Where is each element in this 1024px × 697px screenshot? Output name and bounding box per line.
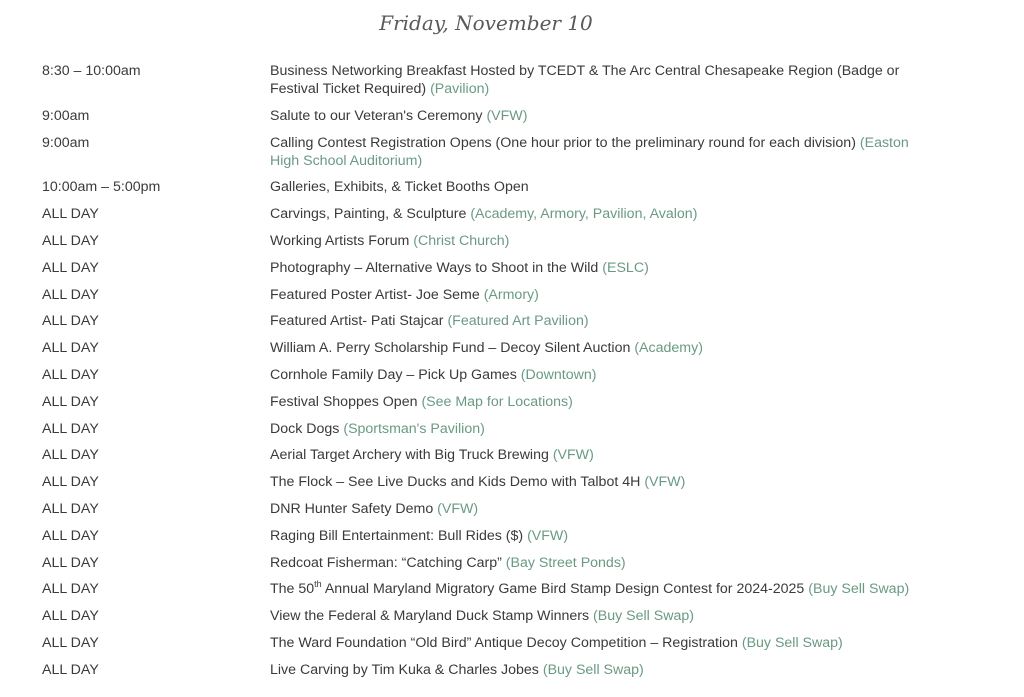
event-title: Annual Maryland Migratory Game Bird Stamp Design Contest for 2024-2025 — [321, 581, 805, 598]
schedule-row — [42, 205, 942, 223]
schedule-row — [42, 366, 942, 384]
event-title: Business Networking Breakfast Hosted by TCEDT & The Arc Central Chesapeake Region (Badge or Festival Ticket Required) — [270, 63, 900, 97]
event-time: ALL DAY — [42, 259, 99, 276]
schedule-row — [42, 607, 942, 625]
event-title: The Ward Foundation “Old Bird” Antique Decoy Competition – Registration — [270, 634, 738, 651]
event-title: View the Federal & Maryland Duck Stamp Winners — [270, 608, 590, 625]
event-location: (Featured Art Pavilion) — [447, 313, 589, 330]
event-location: (Academy, Armory, Pavilion, Avalon) — [470, 206, 698, 223]
event-time: ALL DAY — [42, 340, 99, 357]
event-location: (Buy Sell Swap) — [808, 581, 910, 598]
event-title: Calling Contest Registration Opens (One hour prior to the preliminary round for each division) — [270, 134, 856, 151]
schedule-row — [42, 446, 942, 464]
event-title: Featured Artist- Pati Stajcar — [270, 313, 444, 330]
schedule-row — [42, 107, 942, 125]
event-title: Raging Bill Entertainment: Bull Rides ($) — [270, 527, 524, 544]
event-time: ALL DAY — [42, 366, 99, 383]
event-location: (Sportsman's Pavilion) — [343, 420, 485, 437]
schedule-row — [42, 420, 942, 438]
schedule-row — [42, 393, 942, 411]
schedule-row — [42, 339, 942, 357]
event-description — [270, 286, 938, 304]
event-title: DNR Hunter Safety Demo — [270, 500, 434, 517]
event-title: Working Artists Forum — [270, 232, 410, 249]
event-title: Cornhole Family Day – Pick Up Games — [270, 366, 517, 383]
event-description — [270, 178, 938, 196]
event-location: (Downtown) — [520, 366, 597, 383]
event-title: Live Carving by Tim Kuka & Charles Jobes — [270, 661, 539, 678]
schedule-row — [42, 554, 942, 572]
event-time: ALL DAY — [42, 581, 99, 598]
event-time: 9:00am — [42, 107, 90, 124]
event-title: The Flock – See Live Ducks and Kids Demo with Talbot 4H — [270, 474, 641, 491]
event-title: Aerial Target Archery with Big Truck Brewing — [270, 447, 549, 464]
event-title: Carvings, Painting, & Sculpture — [270, 206, 467, 223]
event-description — [270, 580, 938, 598]
event-time: ALL DAY — [42, 554, 99, 571]
schedule-row — [42, 178, 942, 196]
schedule-list — [42, 62, 942, 688]
event-description — [270, 134, 938, 170]
schedule-row — [42, 286, 942, 304]
schedule-row — [42, 634, 942, 652]
event-location: (Easton High School Auditorium) — [270, 134, 909, 169]
event-location: (VFW) — [437, 500, 479, 517]
event-location: (Buy Sell Swap) — [593, 608, 694, 625]
schedule-row — [42, 62, 942, 98]
event-description — [270, 232, 938, 250]
event-description — [270, 607, 938, 625]
event-location: (Pavilion) — [430, 81, 490, 97]
schedule-row — [42, 500, 942, 518]
event-description — [270, 500, 938, 518]
event-time: ALL DAY — [42, 206, 99, 223]
event-location: (Buy Sell Swap) — [542, 661, 644, 678]
event-location: (ESLC) — [602, 259, 649, 276]
event-location: (VFW) — [486, 107, 528, 124]
event-description — [270, 339, 938, 357]
event-description — [270, 205, 938, 223]
event-location: (VFW) — [644, 474, 686, 491]
schedule-row — [42, 312, 942, 330]
event-time: ALL DAY — [42, 393, 99, 410]
event-description — [270, 393, 938, 411]
event-title: Festival Shoppes Open — [270, 393, 418, 410]
event-time: ALL DAY — [42, 500, 99, 517]
event-location: (See Map for Locations) — [421, 393, 573, 410]
event-time: ALL DAY — [42, 447, 99, 464]
event-description — [270, 259, 938, 277]
event-time: ALL DAY — [42, 634, 99, 651]
event-location: (VFW) — [527, 527, 569, 544]
event-title: William A. Perry Scholarship Fund – Decoy Silent Auction — [270, 340, 631, 357]
event-description — [270, 62, 938, 98]
schedule-row — [42, 527, 942, 545]
event-time: 9:00am — [42, 134, 90, 151]
schedule-row — [42, 259, 942, 277]
event-location: (Academy) — [634, 340, 703, 357]
event-time: ALL DAY — [42, 313, 99, 330]
event-title-prefix: The 50 — [270, 581, 315, 598]
schedule-row — [42, 473, 942, 491]
event-time: ALL DAY — [42, 232, 99, 249]
schedule-row — [42, 661, 942, 679]
event-description — [270, 366, 938, 384]
event-description — [270, 446, 938, 464]
event-title: Redcoat Fisherman: “Catching Carp” — [270, 554, 502, 571]
event-description — [270, 473, 938, 491]
event-time: ALL DAY — [42, 661, 99, 678]
event-location: (Buy Sell Swap) — [741, 634, 843, 651]
event-description — [270, 527, 938, 545]
schedule-row — [42, 580, 942, 598]
event-time: 10:00am – 5:00pm — [42, 179, 161, 196]
event-time: ALL DAY — [42, 420, 99, 437]
ordinal-suffix: th — [314, 578, 322, 589]
schedule-row — [42, 232, 942, 250]
event-title: Galleries, Exhibits, & Ticket Booths Open — [270, 179, 529, 196]
event-location: (Bay Street Ponds) — [505, 554, 626, 571]
event-time: ALL DAY — [42, 286, 99, 303]
event-title: Salute to our Veteran's Ceremony — [270, 107, 483, 124]
event-description — [270, 554, 938, 572]
event-location: (Armory) — [483, 286, 539, 303]
event-description — [270, 634, 938, 652]
event-description — [270, 420, 938, 438]
day-heading: Friday, November 10 — [379, 11, 593, 35]
event-time: 8:30 – 10:00am — [42, 63, 141, 79]
event-time: ALL DAY — [42, 474, 99, 491]
event-location: (VFW) — [552, 447, 594, 464]
event-description — [270, 661, 938, 679]
event-description — [270, 107, 938, 125]
event-location: (Christ Church) — [413, 232, 510, 249]
event-title: Dock Dogs — [270, 420, 340, 437]
event-title: Photography – Alternative Ways to Shoot in the Wild — [270, 259, 599, 276]
schedule-row — [42, 134, 942, 170]
event-description — [270, 312, 938, 330]
event-time: ALL DAY — [42, 608, 99, 625]
event-time: ALL DAY — [42, 527, 99, 544]
event-title: Featured Poster Artist- Joe Seme — [270, 286, 480, 303]
